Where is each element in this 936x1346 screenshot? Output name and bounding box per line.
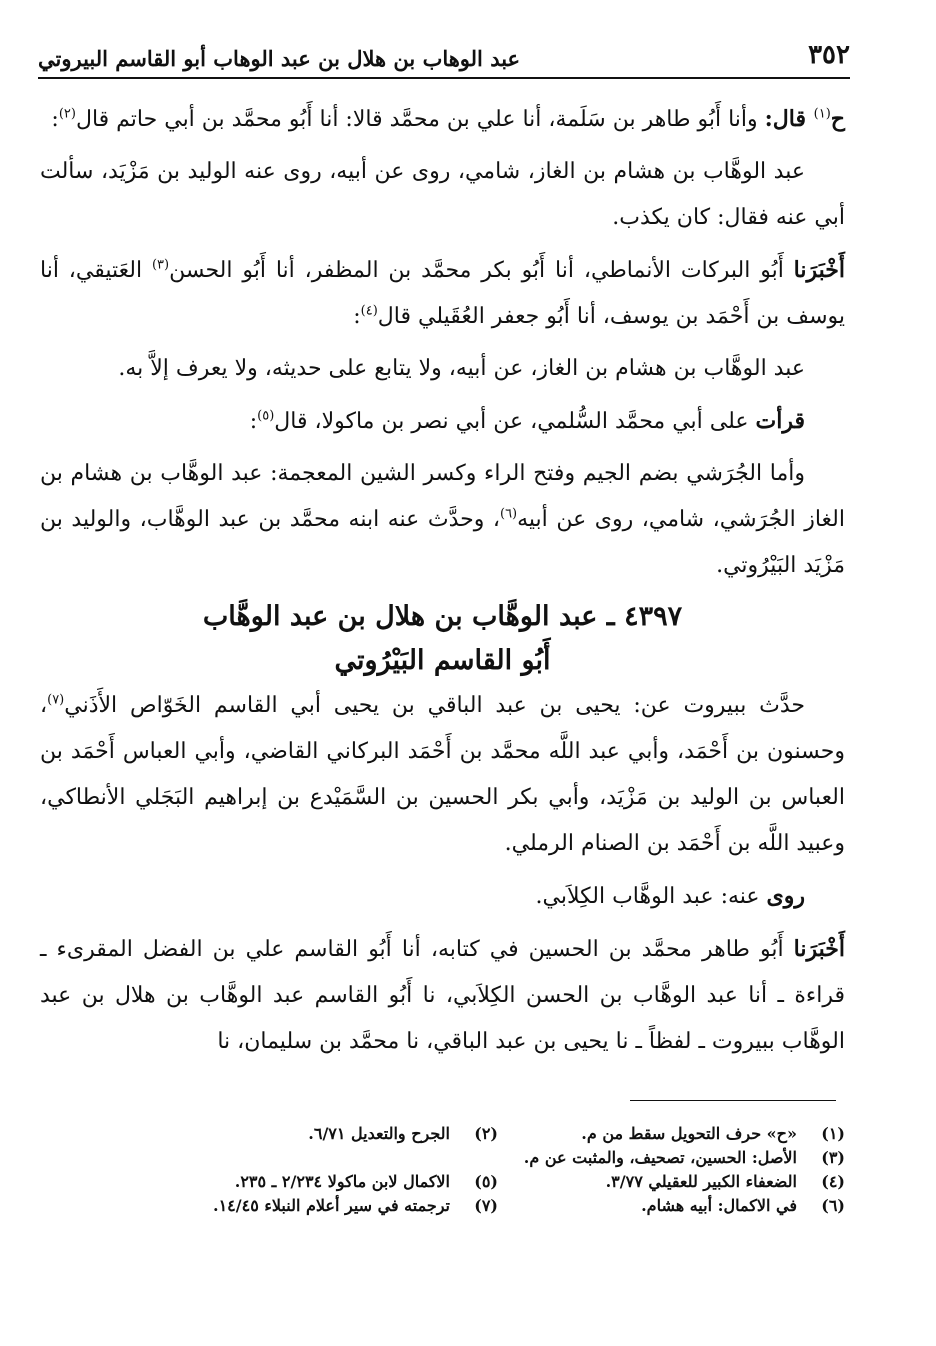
- entry-heading-line-2: أَبُو القاسم البَيْرُوتي: [334, 645, 551, 676]
- footnote-text: الأصل: الحسين، تصحيف، والمثبت عن م.: [523, 1148, 797, 1167]
- paragraph-9: [40, 926, 845, 1065]
- footnote-ref-5: (٥): [257, 408, 275, 424]
- footnote-number: (٢): [474, 1124, 498, 1143]
- footnote-ref-7: (٧): [47, 692, 65, 708]
- qal-lead: قال:: [764, 106, 814, 132]
- paragraph-3: [40, 247, 845, 340]
- paragraph-4: عبد الوهَّاب بن هشام بن الغاز، عن أبيه، ولا يتابع على حديثه، ولا يعرف إلاَّ به.: [118, 356, 805, 381]
- paragraph-7-text-1: حدَّث ببيروت عن: يحيى بن عبد الباقي بن يحيى أبي القاسم الخَوّاص الأَذَني: [64, 693, 805, 718]
- page-header: [38, 40, 850, 76]
- footnote-ref-6: (٦): [499, 506, 518, 522]
- footnote-2: [151, 1122, 498, 1146]
- akhbarana-lead: أَخْبَرَنا: [793, 257, 845, 283]
- paragraph-7: [40, 683, 845, 867]
- paragraph-7-text-2: ، وحسنون بن أَحْمَد، وأبي عبد اللَّه محمَّد بن أَحْمَد البركاني القاضي، وأبي العباس أَحْمَد بن العباس بن الوليد بن مَزْيَد، وأبي بكر الحسين بن السَّمَيْدع بن إبراهيم البَجَلي الأنطاكي، وعبيد اللَّه بن أَحْمَد بن الصنام الرملي.: [40, 693, 845, 856]
- paragraph-5-tail: :: [249, 409, 258, 434]
- footnote-row: [150, 1122, 845, 1146]
- footnote-ref-2: (٢): [58, 106, 76, 122]
- footnote-text: ترجمته في سير أعلام النبلاء ١٤/٤٥.: [212, 1196, 450, 1215]
- footnote-number: (٥): [474, 1172, 498, 1191]
- rawa-lead: روى: [766, 883, 805, 909]
- paragraph-2: عبد الوهَّاب بن هشام بن الغاز، شامي، روى عن أبيه، روى عنه الوليد بن مَزْيَد، سألت أبي عنه فقال: كان يكذب.: [40, 159, 845, 230]
- footnote-text: في الاكمال: أبيه هشام.: [641, 1196, 797, 1215]
- footnote-number: (٧): [474, 1196, 498, 1215]
- page-number: ٣٥٢: [808, 40, 850, 70]
- paragraph-3-tail: :: [353, 304, 361, 329]
- footnote-text: الاكمال لابن ماكولا ٢/٢٣٤ ـ ٢٣٥.: [234, 1172, 450, 1191]
- footnotes: [150, 1122, 845, 1218]
- paragraph-5-text: على أبي محمَّد السُّلمي، عن أبي نصر بن ماكولا، قال: [274, 409, 756, 434]
- paragraph-1-tail: :: [51, 107, 59, 132]
- paragraph-8-text: عنه: عبد الوهَّاب الكِلاَبي.: [535, 884, 767, 909]
- paragraph-6-text-1: وأما الجُرَشي بضم الجيم وفتح الراء وكسر الشين المعجمة: عبد الوهَّاب بن هشام بن الغاز الجُرَشي، شامي، روى عن أبيه: [40, 461, 845, 532]
- footnote-row: [150, 1170, 845, 1194]
- paragraph-3-text-2: العَتيقي، أنا يوسف بن أَحْمَد بن يوسف، أنا أَبُو جعفر العُقَيلي قال: [40, 258, 845, 329]
- header-rule: [38, 77, 850, 79]
- footnote-ref-4: (٤): [360, 303, 378, 319]
- footnote-row: [150, 1146, 845, 1170]
- footnote-1: [498, 1122, 845, 1146]
- footnote-3: [498, 1146, 845, 1170]
- qaratu-lead: قرأت: [755, 408, 805, 434]
- paragraph-6-text-2: ، وحدَّث عنه ابنه محمَّد بن عبد الوهَّاب، والوليد بن مَزْيَد البَيْرُوتي.: [40, 507, 845, 578]
- paragraph-5: [40, 398, 845, 445]
- footnote-text: الجرح والتعديل ٦/٧١.: [308, 1124, 450, 1143]
- footnote-number: (٦): [821, 1196, 845, 1215]
- entry-heading: [40, 595, 845, 683]
- footnote-number: (١): [821, 1124, 845, 1143]
- footnote-row: [150, 1194, 845, 1218]
- paragraph-6: [40, 451, 845, 589]
- footnote-ref-3: (٣): [151, 257, 170, 273]
- footnote-6: [498, 1194, 845, 1218]
- paragraph-8: [40, 873, 845, 920]
- footnote-text: «ح» حرف التحويل سقط من م.: [581, 1124, 797, 1143]
- footnote-empty: [151, 1146, 498, 1170]
- paragraph-3-text-1: أَبُو البركات الأنماطي، أنا أَبُو بكر محمَّد بن المظفر، أنا أَبُو الحسن: [169, 258, 794, 283]
- paragraph-1-text: وأنا أَبُو طاهر بن سَلَمة، أنا علي بن محمَّد قالا: أنا أَبُو محمَّد بن أبي حاتم قال: [75, 107, 765, 132]
- footnote-7: [151, 1194, 498, 1218]
- entry-heading-line-1: ٤٣٩٧ ـ عبد الوهَّاب بن هلال بن عبد الوهَّاب: [202, 601, 683, 632]
- paragraph-1: [40, 96, 845, 143]
- running-title: عبد الوهاب بن هلال بن عبد الوهاب أبو القاسم البيروتي: [38, 46, 521, 71]
- footnote-text: الضعفاء الكبير للعقيلي ٣/٧٧.: [605, 1172, 797, 1191]
- footnote-number: (٤): [821, 1172, 845, 1191]
- footnote-number: (٣): [821, 1148, 845, 1167]
- footnote-5: [151, 1170, 498, 1194]
- footnote-rule: [630, 1100, 836, 1101]
- paragraph-9-text: أَبُو طاهر محمَّد بن الحسين في كتابه، أنا أَبُو القاسم علي بن الفضل المقرىء ـ قراءة ـ أنا عبد الوهَّاب بن الحسن الكِلاَبي، نا أَبُو القاسم عبد الوهَّاب بن هلال بن عبد الوهَّاب ببيروت ـ لفظاً ـ نا يحيى بن عبد الباقي، نا محمَّد بن سليمان، نا: [40, 937, 845, 1054]
- footnote-4: [498, 1170, 845, 1194]
- tahwil-letter: ح: [830, 106, 845, 132]
- akhbarana-lead-2: أَخْبَرَنا: [793, 936, 845, 962]
- footnote-ref-1: (١): [813, 106, 831, 122]
- main-text: [40, 96, 845, 1071]
